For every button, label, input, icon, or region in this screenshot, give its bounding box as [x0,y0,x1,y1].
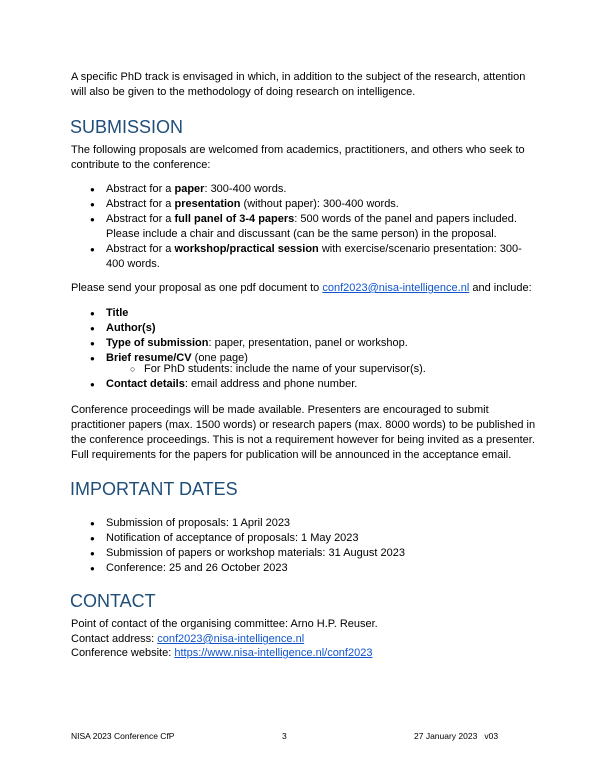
contact-point: Point of contact of the organising committee: Arno H.P. Reuser. [71,618,378,630]
dates-list [90,516,540,576]
list-item: ● Notification of acceptance of proposals: 1 May 2023 [90,531,540,546]
list-item: ● Abstract for a workshop/practical session with exercise/scenario presentation: 300-400 words. [90,242,540,272]
proceedings-paragraph: Conference proceedings will be made available. Presenters are encouraged to submit practitioner papers (max. 1500 words) or research papers (max. 8000 words) to be published in the conference proceedings. This is not a requirement however for being invited as a presenter. Full requirements for the papers for publication will be announced in the acceptance email. [71,404,536,461]
submission-intro: The following proposals are welcomed from academics, practitioners, and others who seek to contribute to the conference: [71,144,525,171]
page-number: 3 [282,731,287,741]
list-item: ● Abstract for a full panel of 3-4 papers: 500 words of the panel and papers included. Please include a chair and discussant (can be the same person) in the proposal. [90,212,540,242]
footer-title: NISA 2023 Conference CfP [71,731,175,741]
contact-heading: CONTACT [70,591,156,611]
contact-email-link[interactable]: conf2023@nisa-intelligence.nl [157,633,305,645]
list-item: ● Submission of proposals: 1 April 2023 [90,516,540,531]
list-item: ● Abstract for a presentation (without paper): 300-400 words. [90,197,540,212]
list-item: ● Title [90,306,540,321]
important-dates-heading: IMPORTANT DATES [70,479,238,499]
list-item: ● Contact details: email address and phone number. [90,377,540,392]
include-list [90,306,540,366]
intro-paragraph: A specific PhD track is envisaged in which, in addition to the subject of the research, attention will also be given to the methodology of doing research on intelligence. [71,71,526,98]
submission-heading: SUBMISSION [70,117,184,137]
proposal-types-list [90,182,540,272]
include-list-continued [90,377,540,392]
contact-address: Contact address: conf2023@nisa-intelligence.nl [71,633,305,645]
list-item: ○ For PhD students: include the name of your supervisor(s). [130,362,530,377]
list-item: ● Abstract for a paper: 300-400 words. [90,182,540,197]
list-item: ● Type of submission: paper, presentation, panel or workshop. [90,336,540,351]
list-item: ● Author(s) [90,321,540,336]
website-link[interactable]: https://www.nisa-intelligence.nl/conf2023 [174,647,373,659]
footer-date-version: 27 January 2023 v03 [414,731,499,741]
include-sublist [130,362,530,377]
send-instructions: Please send your proposal as one pdf document to conf2023@nisa-intelligence.nl and include: [71,282,532,294]
conference-website: Conference website: https://www.nisa-intelligence.nl/conf2023 [71,647,373,659]
list-item: ● Submission of papers or workshop materials: 31 August 2023 [90,546,540,561]
list-item: ● Brief resume/CV (one page) [90,351,540,366]
list-item: ● Conference: 25 and 26 October 2023 [90,561,540,576]
submission-email-link[interactable]: conf2023@nisa-intelligence.nl [322,282,470,294]
